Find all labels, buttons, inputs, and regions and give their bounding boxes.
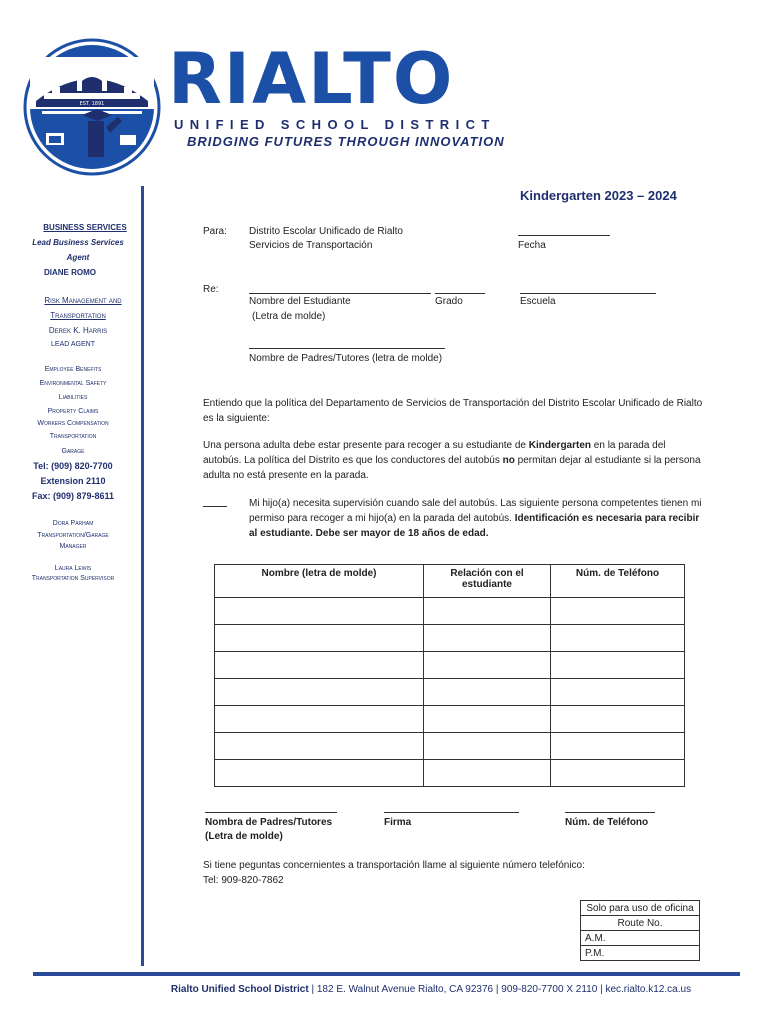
table-cell-phone[interactable] xyxy=(551,760,685,787)
parents-signature-sub: (Letra de molde) xyxy=(205,831,283,842)
sidebar-staff2-name: Laura Lewis xyxy=(54,565,92,572)
parents-line[interactable] xyxy=(249,348,445,349)
policy-paragraph xyxy=(203,438,703,483)
sidebar-risk-line2: Transportation xyxy=(50,311,106,320)
fecha-label: Fecha xyxy=(518,240,546,251)
office-title: Solo para uso de oficina xyxy=(581,901,700,916)
sidebar-dept-safety: Environmental Safety xyxy=(39,380,107,387)
sidebar-risk-name: Derek K. Harris xyxy=(48,326,108,335)
student-line[interactable] xyxy=(249,293,431,294)
table-cell-name[interactable] xyxy=(215,733,424,760)
contact-line1: Si tiene peguntas concernientes a transportación llame al siguiente número telefónico: xyxy=(203,860,585,871)
sidebar-dept-garage: Garage xyxy=(61,448,85,455)
re-label: Re: xyxy=(203,284,219,295)
policy-bold-no: no xyxy=(502,455,515,466)
table-cell-phone[interactable] xyxy=(551,625,685,652)
table-row xyxy=(215,706,685,733)
sidebar-dept-transport: Transportation xyxy=(49,433,97,440)
sidebar-risk-role: LEAD AGENT xyxy=(51,341,95,348)
col-phone-header: Núm. de Teléfono xyxy=(551,565,685,598)
sidebar-risk-line1: Risk Management and xyxy=(44,296,122,305)
office-use-box xyxy=(580,900,700,961)
table-row xyxy=(215,760,685,787)
table-cell-name[interactable] xyxy=(215,760,424,787)
sidebar-extension: Extension 2110 xyxy=(40,476,106,486)
sidebar-dept-workers: Workers Compensation xyxy=(37,420,109,427)
table-row xyxy=(215,679,685,706)
footer-phone: 909-820-7700 X 2110 xyxy=(501,984,598,995)
para-line1: Distrito Escolar Unificado de Rialto xyxy=(249,226,403,237)
seal-icon xyxy=(22,37,162,177)
footer-address: 182 E. Walnut Avenue Rialto, CA 92376 xyxy=(316,984,494,995)
sidebar-lead-role: Lead Business Services xyxy=(32,238,124,247)
policy-text-c: permitan dejar al estudiante si la persona adulta no está presente en la parada. xyxy=(203,455,701,481)
table-cell-name[interactable] xyxy=(215,625,424,652)
office-pm[interactable]: P.M. xyxy=(581,946,700,961)
sidebar-dept-liabilities: Liabilities xyxy=(58,394,88,401)
policy-text-a: Una persona adulta debe estar presente para recoger a su estudiante de xyxy=(203,440,529,451)
checkbox-line[interactable] xyxy=(203,506,227,507)
sidebar-tel: Tel: (909) 820-7700 xyxy=(33,461,113,471)
footer-sep: | xyxy=(600,984,606,995)
sidebar-dept-claims: Property Claims xyxy=(47,408,99,415)
sidebar-fax: Fax: (909) 879-8611 xyxy=(31,491,115,501)
table-cell-relation[interactable] xyxy=(424,679,551,706)
signature-line[interactable] xyxy=(384,812,519,813)
phone-signature-label: Núm. de Teléfono xyxy=(565,817,649,828)
sidebar-staff2-role: Transportation Supervisor xyxy=(31,575,115,582)
table-row xyxy=(215,652,685,679)
table-header-row xyxy=(215,565,685,598)
table-cell-name[interactable] xyxy=(215,706,424,733)
table-cell-name[interactable] xyxy=(215,652,424,679)
table-cell-relation[interactable] xyxy=(424,652,551,679)
contact-line2: Tel: 909-820-7862 xyxy=(203,875,284,886)
table-row xyxy=(215,625,685,652)
office-route[interactable]: Route No. xyxy=(581,916,700,931)
table-cell-relation[interactable] xyxy=(424,733,551,760)
school-line[interactable] xyxy=(520,293,656,294)
policy-bold-kindergarten: Kindergarten xyxy=(528,440,592,451)
sidebar-agent: Agent xyxy=(66,253,90,262)
table-cell-relation[interactable] xyxy=(424,625,551,652)
col-name-header: Nombre (letra de molde) xyxy=(215,565,424,598)
svg-text:EST. 1891: EST. 1891 xyxy=(79,101,105,107)
district-subtitle: UNIFIED SCHOOL DISTRICT xyxy=(174,117,496,132)
sidebar-staff1-name: Dora Parham xyxy=(52,520,94,527)
document-title: Kindergarten 2023 – 2024 xyxy=(520,188,677,203)
permission-text: Mi hijo(a) necesita supervisión cuando sale del autobús. Las siguiente persona competentes tienen mi permiso para recoger a mi hijo(a) en la parada del autobús. xyxy=(249,498,702,524)
table-cell-phone[interactable] xyxy=(551,679,685,706)
authorized-persons-table xyxy=(214,564,685,787)
parents-label: Nombre de Padres/Tutores (letra de molde) xyxy=(249,353,443,364)
footer-rule xyxy=(33,972,740,976)
district-tagline: BRIDGING FUTURES THROUGH INNOVATION xyxy=(187,134,505,149)
col-relation-header: Relación con el estudiante xyxy=(424,565,551,598)
phone-signature-line[interactable] xyxy=(565,812,655,813)
parents-signature-label: Nombra de Padres/Tutores xyxy=(205,817,333,828)
para-line2: Servicios de Transportación xyxy=(249,240,373,251)
district-seal xyxy=(22,37,162,177)
table-cell-phone[interactable] xyxy=(551,733,685,760)
sidebar-dept-benefits: Employee Benefits xyxy=(44,366,102,373)
permission-bold: Identificación es necesaria para recibir al estudiante. Debe ser mayor de 18 años de edad. xyxy=(249,513,700,539)
table-cell-phone[interactable] xyxy=(551,706,685,733)
sidebar-agent-name: DIANE ROMO xyxy=(44,268,96,277)
grade-line[interactable] xyxy=(435,293,485,294)
student-label: Nombre del Estudiante xyxy=(249,296,351,307)
para-label: Para: xyxy=(203,226,227,237)
table-cell-name[interactable] xyxy=(215,679,424,706)
sidebar-business-services: BUSINESS SERVICES xyxy=(43,223,127,232)
table-row xyxy=(215,598,685,625)
district-wordmark: RIALTO xyxy=(168,38,455,120)
permission-paragraph xyxy=(249,496,705,541)
table-cell-relation[interactable] xyxy=(424,598,551,625)
footer-sep: | xyxy=(311,984,317,995)
sidebar-staff1-role2: Manager xyxy=(59,543,87,550)
sidebar-rule xyxy=(141,186,144,966)
footer-sep: | xyxy=(495,984,502,995)
table-cell-name[interactable] xyxy=(215,598,424,625)
fecha-line[interactable] xyxy=(518,235,610,236)
signature-label: Firma xyxy=(384,817,412,828)
footer-district: Rialto Unified School District xyxy=(170,984,309,995)
table-cell-phone[interactable] xyxy=(551,598,685,625)
office-am[interactable]: A.M. xyxy=(581,931,700,946)
table-cell-relation[interactable] xyxy=(424,760,551,787)
table-row xyxy=(215,733,685,760)
table-cell-relation[interactable] xyxy=(424,706,551,733)
footer xyxy=(0,984,770,995)
school-label: Escuela xyxy=(520,296,556,307)
policy-intro: Entiendo que la política del Departamento de Servicios de Transportación del Distrito Escolar Unificado de Rialto es la siguiente: xyxy=(203,398,703,424)
student-sub-label: (Letra de molde) xyxy=(252,311,326,322)
policy-text-b: en la parada del autobús. La política del Distrito es que los conductores del autobús xyxy=(203,440,666,466)
footer-website-link[interactable]: kec.rialto.k12.ca.us xyxy=(605,984,692,995)
parents-signature-line[interactable] xyxy=(205,812,337,813)
sidebar-staff1-role1: Transportation/Garage xyxy=(37,532,109,539)
table-cell-phone[interactable] xyxy=(551,652,685,679)
grade-label: Grado xyxy=(435,296,463,307)
